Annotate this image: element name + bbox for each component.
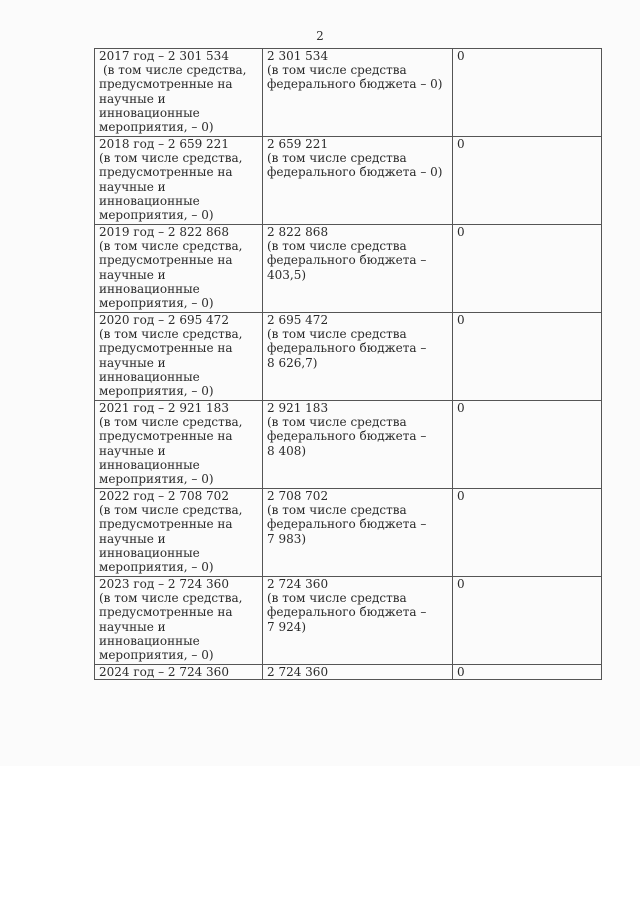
- cell-line: научные и: [99, 443, 166, 458]
- year-total-cell: [95, 49, 263, 137]
- cell-line: мероприятия, – 0): [99, 296, 214, 311]
- cell-line: федерального бюджета –: [267, 605, 427, 620]
- other-amount-cell: [453, 577, 602, 665]
- cell-line: предусмотренные на: [99, 605, 233, 620]
- cell-line: 2 822 868: [267, 225, 329, 239]
- cell-line: инновационные: [99, 281, 200, 296]
- cell-line: федерального бюджета –: [267, 341, 427, 356]
- cell-line: (в том числе средства,: [99, 503, 243, 518]
- cell-line: федерального бюджета – 0): [267, 165, 443, 180]
- cell-line: 8 408): [267, 443, 307, 458]
- table-row: [95, 137, 602, 225]
- cell-line: (в том числе средства: [267, 591, 407, 606]
- cell-line: 2022 год – 2 708 702: [99, 489, 229, 503]
- federal-amount-cell: [263, 489, 453, 577]
- cell-line: (в том числе средства,: [99, 239, 243, 254]
- cell-line: 0: [457, 577, 465, 591]
- cell-line: 2 659 221: [267, 137, 329, 151]
- federal-amount-cell: [263, 665, 453, 680]
- cell-line: инновационные: [99, 633, 200, 648]
- cell-line: мероприятия, – 0): [99, 648, 214, 663]
- cell-line: мероприятия, – 0): [99, 560, 214, 575]
- year-total-cell: [95, 489, 263, 577]
- cell-line: 2019 год – 2 822 868: [99, 225, 229, 239]
- cell-line: мероприятия, – 0): [99, 472, 214, 487]
- cell-line: 2021 год – 2 921 183: [99, 401, 229, 415]
- table-row: [95, 489, 602, 577]
- cell-line: 2 695 472: [267, 313, 329, 327]
- cell-line: (в том числе средства: [267, 151, 407, 166]
- cell-line: (в том числе средства,: [99, 327, 243, 342]
- cell-line: 403,5): [267, 267, 307, 282]
- cell-line: научные и: [99, 355, 166, 370]
- cell-line: федерального бюджета –: [267, 517, 427, 532]
- cell-line: 0: [457, 137, 465, 151]
- cell-line: предусмотренные на: [99, 517, 233, 532]
- federal-amount-cell: [263, 225, 453, 313]
- other-amount-cell: [453, 313, 602, 401]
- year-total-cell: [95, 313, 263, 401]
- cell-line: научные и: [99, 531, 166, 546]
- cell-line: 2 921 183: [267, 401, 329, 415]
- cell-line: инновационные: [99, 457, 200, 472]
- table-row: [95, 313, 602, 401]
- cell-line: 2024 год – 2 724 360: [99, 665, 229, 679]
- cell-line: инновационные: [99, 545, 200, 560]
- federal-amount-cell: [263, 401, 453, 489]
- cell-line: 0: [457, 313, 465, 327]
- year-total-cell: [95, 137, 263, 225]
- year-total-cell: [95, 577, 263, 665]
- other-amount-cell: [453, 401, 602, 489]
- cell-line: 0: [457, 49, 465, 63]
- cell-line: 0: [457, 665, 465, 679]
- cell-line: 2 301 534: [267, 49, 329, 63]
- cell-line: (в том числе средства: [267, 415, 407, 430]
- cell-line: мероприятия, – 0): [99, 384, 214, 399]
- cell-line: федерального бюджета – 0): [267, 77, 443, 92]
- cell-line: федерального бюджета –: [267, 429, 427, 444]
- federal-amount-cell: [263, 313, 453, 401]
- cell-line: инновационные: [99, 105, 200, 120]
- cell-line: (в том числе средства,: [103, 63, 247, 78]
- cell-line: 2018 год – 2 659 221: [99, 137, 229, 151]
- cell-line: 2023 год – 2 724 360: [99, 577, 229, 591]
- cell-line: (в том числе средства: [267, 239, 407, 254]
- cell-line: (в том числе средства,: [99, 591, 243, 606]
- table-row: [95, 665, 602, 680]
- cell-line: мероприятия, – 0): [99, 120, 214, 135]
- cell-line: 8 626,7): [267, 355, 318, 370]
- cell-line: предусмотренные на: [99, 429, 233, 444]
- federal-amount-cell: [263, 137, 453, 225]
- cell-line: 0: [457, 489, 465, 503]
- cell-line: 2 724 360: [267, 577, 329, 591]
- budget-table: [94, 48, 602, 680]
- cell-line: предусмотренные на: [99, 253, 233, 268]
- other-amount-cell: [453, 489, 602, 577]
- table-row: [95, 225, 602, 313]
- other-amount-cell: [453, 665, 602, 680]
- other-amount-cell: [453, 49, 602, 137]
- cell-line: научные и: [99, 267, 166, 282]
- year-total-cell: [95, 401, 263, 489]
- other-amount-cell: [453, 137, 602, 225]
- cell-line: 7 983): [267, 531, 307, 546]
- cell-line: научные и: [99, 619, 166, 634]
- cell-line: (в том числе средства,: [99, 151, 243, 166]
- cell-line: 2 724 360: [267, 665, 329, 679]
- cell-line: инновационные: [99, 193, 200, 208]
- table-row: [95, 577, 602, 665]
- cell-line: научные и: [99, 91, 166, 106]
- cell-line: (в том числе средства,: [99, 415, 243, 430]
- cell-line: (в том числе средства: [267, 503, 407, 518]
- cell-line: 7 924): [267, 619, 307, 634]
- cell-line: предусмотренные на: [99, 165, 233, 180]
- cell-line: (в том числе средства: [267, 327, 407, 342]
- federal-amount-cell: [263, 49, 453, 137]
- cell-line: 2 708 702: [267, 489, 329, 503]
- cell-line: научные и: [99, 179, 166, 194]
- cell-line: 2020 год – 2 695 472: [99, 313, 229, 327]
- cell-line: 2017 год – 2 301 534: [99, 49, 229, 63]
- page-background: [0, 766, 640, 905]
- year-total-cell: [95, 225, 263, 313]
- cell-line: предусмотренные на: [99, 77, 233, 92]
- federal-amount-cell: [263, 577, 453, 665]
- cell-line: 0: [457, 401, 465, 415]
- cell-line: федерального бюджета –: [267, 253, 427, 268]
- page-number: 2: [316, 29, 324, 43]
- other-amount-cell: [453, 225, 602, 313]
- budget-table-body: [95, 49, 602, 680]
- cell-line: мероприятия, – 0): [99, 208, 214, 223]
- cell-line: (в том числе средства: [267, 63, 407, 78]
- cell-line: предусмотренные на: [99, 341, 233, 356]
- table-row: [95, 401, 602, 489]
- cell-line: 0: [457, 225, 465, 239]
- table-row: [95, 49, 602, 137]
- year-total-cell: [95, 665, 263, 680]
- cell-line: инновационные: [99, 369, 200, 384]
